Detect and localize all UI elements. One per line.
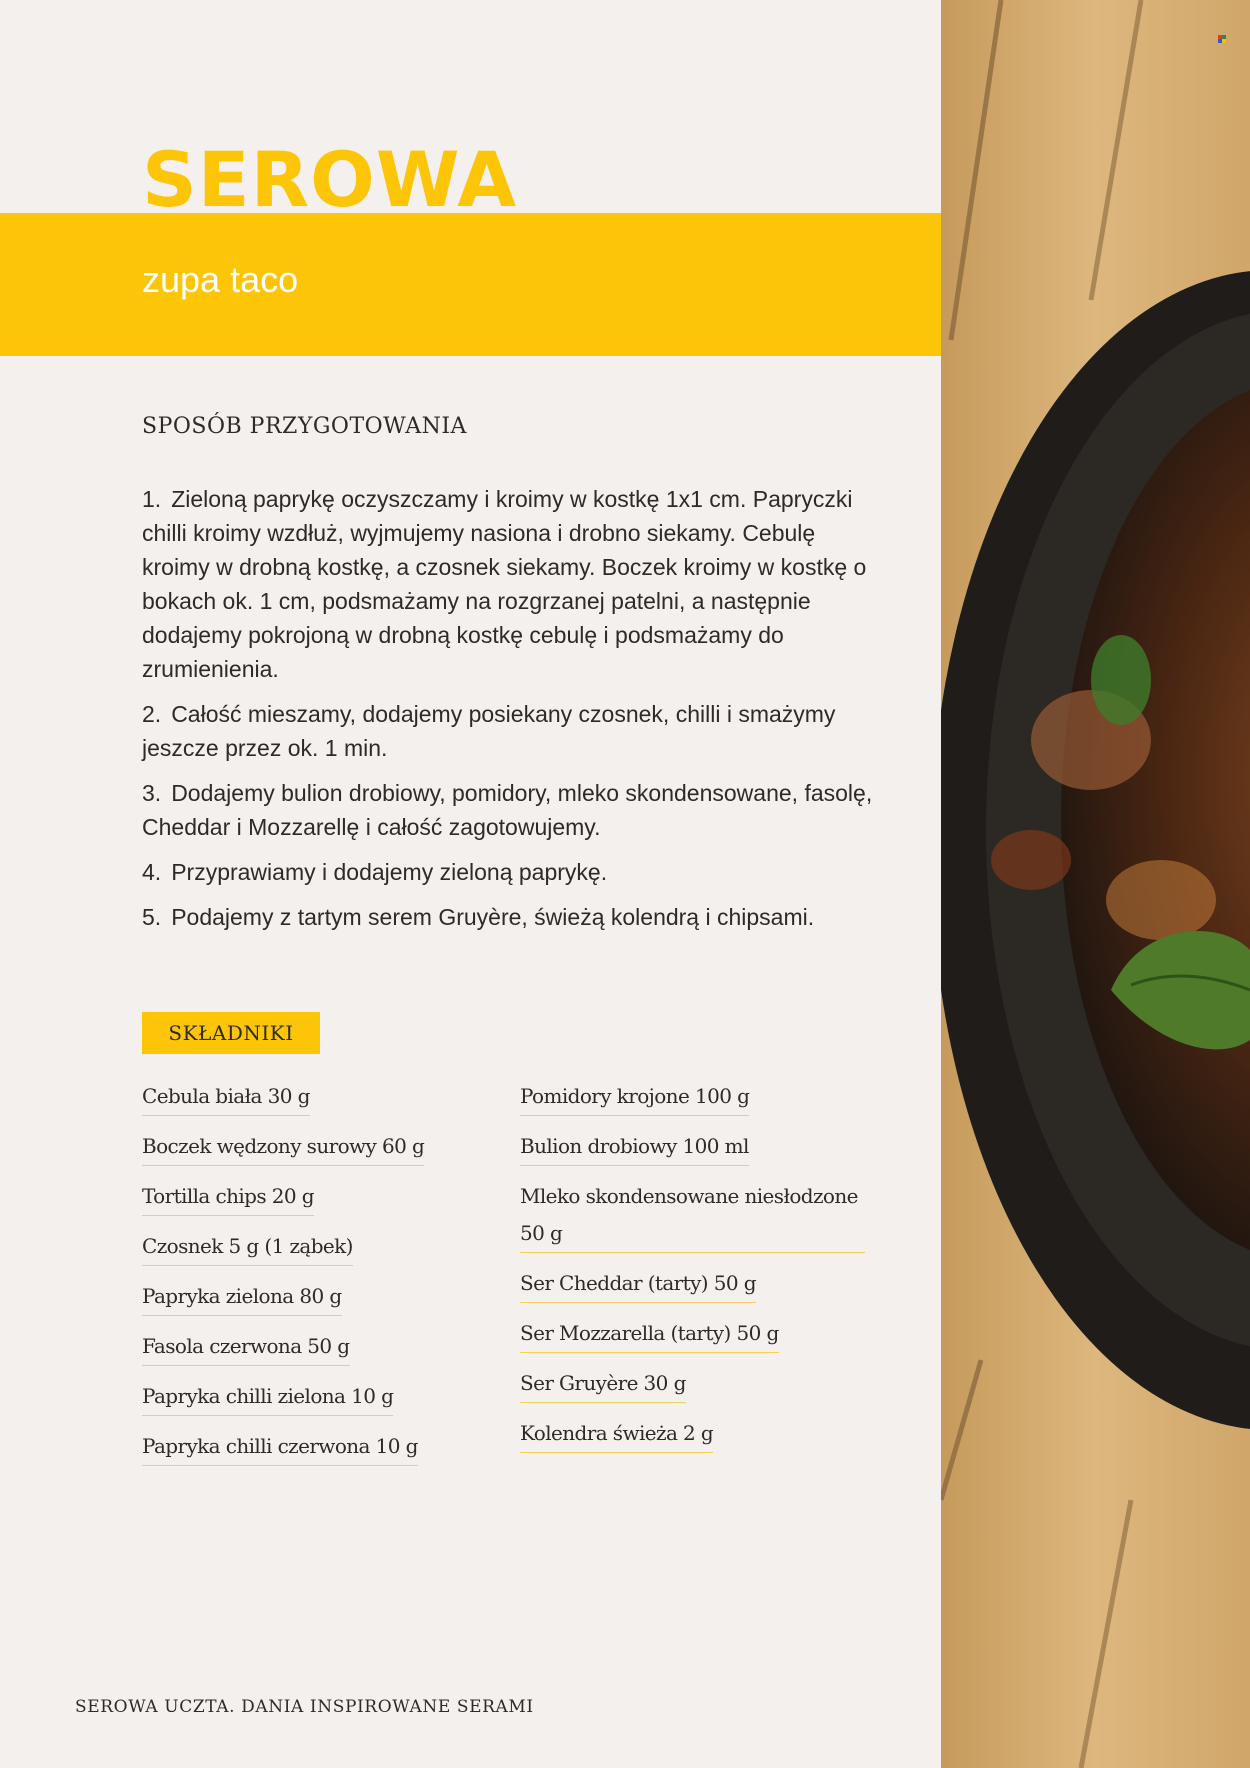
ingredient-item: Mleko skondensowane niesłodzone 50 g — [520, 1178, 865, 1253]
ingredient-item: Kolendra świeża 2 g — [520, 1415, 713, 1453]
ingredient-item: Bulion drobiowy 100 ml — [520, 1128, 749, 1166]
step-number: 5. — [142, 904, 162, 930]
step-2 — [142, 697, 882, 765]
page-subtitle: zupa taco — [142, 259, 299, 300]
ingredient-item: Papryka chilli zielona 10 g — [142, 1378, 393, 1416]
step-text: Całość mieszamy, dodajemy posiekany czosnek, chilli i smażymy jeszcze przez ok. 1 min. — [142, 701, 836, 761]
step-3 — [142, 776, 882, 844]
step-text: Dodajemy bulion drobiowy, pomidory, mleko skondensowane, fasolę, Cheddar i Mozzarellę i całość zagotowujemy. — [142, 780, 873, 840]
step-number: 2. — [142, 701, 162, 727]
ingredient-item: Tortilla chips 20 g — [142, 1178, 314, 1216]
ingredient-item: Boczek wędzony surowy 60 g — [142, 1128, 424, 1166]
step-4 — [142, 855, 882, 889]
step-text: Podajemy z tartym serem Gruyère, świeżą kolendrą i chipsami. — [171, 904, 815, 930]
step-number: 1. — [142, 486, 162, 512]
step-text: Zieloną paprykę oczyszczamy i kroimy w kostkę 1x1 cm. Papryczki chilli kroimy wzdłuż, wyjmujemy nasiona i drobno siekamy. Cebulę kroimy w drobną kostkę, a czosnek siekamy. Boczek kroimy w kostkę o bokach ok. 1 cm, podsmażamy na rozgrzanej patelni, a następnie dodajemy pokrojoną w drobną kostkę cebulę i podsmażamy do zrumienienia. — [142, 486, 867, 682]
step-text: Przyprawiamy i dodajemy zieloną paprykę. — [171, 859, 608, 885]
ingredient-item: Papryka chilli czerwona 10 g — [142, 1428, 418, 1466]
ingredient-item: Ser Cheddar (tarty) 50 g — [520, 1265, 756, 1303]
step-number: 4. — [142, 859, 162, 885]
preparation-steps — [142, 482, 882, 945]
ingredients-heading: SKŁADNIKI — [142, 1012, 320, 1054]
preparation-heading: SPOSÓB PRZYGOTOWANIA — [142, 414, 467, 439]
ingredients-left-column — [142, 1078, 502, 1478]
ingredient-item: Cebula biała 30 g — [142, 1078, 310, 1116]
step-5 — [142, 900, 882, 934]
ingredient-item: Pomidory krojone 100 g — [520, 1078, 749, 1116]
ingredients-right-column — [520, 1078, 880, 1465]
ingredient-item: Ser Mozzarella (tarty) 50 g — [520, 1315, 779, 1353]
soup-photo — [941, 0, 1250, 1768]
ingredient-item: Papryka zielona 80 g — [142, 1278, 342, 1316]
ingredient-item: Ser Gruyère 30 g — [520, 1365, 686, 1403]
footer-text: SEROWA UCZTA. DANIA INSPIROWANE SERAMI — [75, 1697, 534, 1717]
color-marks-icon — [1218, 35, 1226, 43]
step-1 — [142, 482, 882, 686]
ingredient-item: Fasola czerwona 50 g — [142, 1328, 350, 1366]
step-number: 3. — [142, 780, 162, 806]
soup-bowl-image — [941, 0, 1250, 1768]
ingredient-item: Czosnek 5 g (1 ząbek) — [142, 1228, 353, 1266]
page-title: SEROWA — [142, 142, 518, 213]
